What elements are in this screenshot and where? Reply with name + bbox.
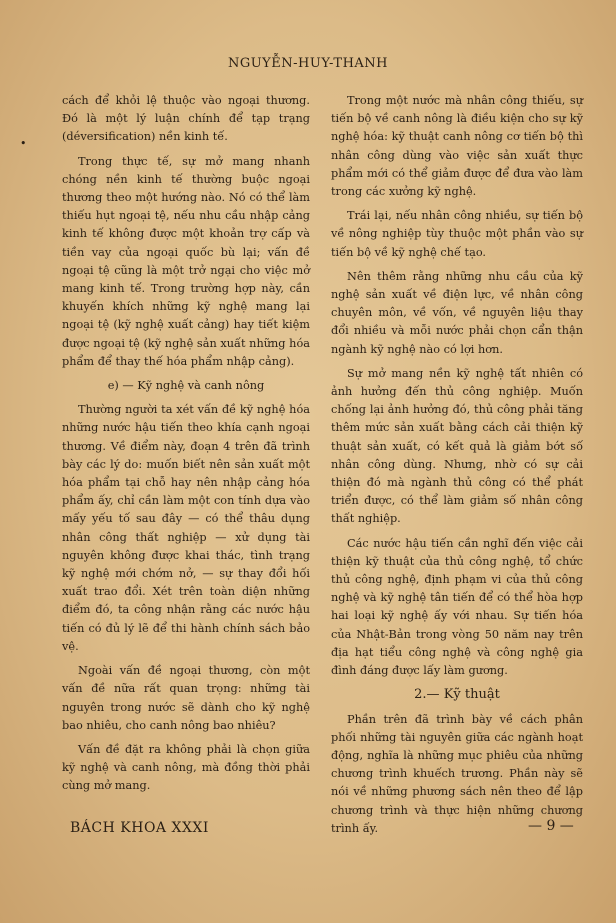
left-column bbox=[62, 92, 310, 802]
margin-mark: • bbox=[20, 137, 27, 150]
paragraph: Vấn đề đặt ra không phải là chọn giữa kỹ nghệ và canh nông, mà đồng thời phải cùng mở mang. bbox=[62, 742, 310, 793]
right-column bbox=[331, 92, 583, 844]
section-subheading: e) — Kỹ nghệ và canh nông bbox=[107, 379, 265, 393]
paragraph: Thường người ta xét vấn đề kỹ nghệ hóa những nước hậu tiến theo khía cạnh ngoại thương. Về điểm này, đoạn 4 trên đã trình bày các lý do: muốn biết nên sản xuất một hóa phẩm tại chỗ hay nên nhập cảng hóa phẩm ấy, chỉ cần làm một con tính dựa vào mấy yếu tố sau đây — có thể thâu dụng nhân công thất nghiệp — xử dụng tài nguyên không được khai thác, tình trạng kỹ nghệ mới chớm nở, — sự thay đổi hối xuất trao đổi. Xét trên toàn diện những điểm đó, ta công nhận rằng các nước hậu tiến có đủ lý lẽ để thi hành chính sách bảo vệ. bbox=[62, 403, 310, 653]
paragraph: Các nước hậu tiến cần nghĩ đến việc cải thiện kỹ thuật của thủ công nghệ, tổ chức thủ công nghệ, định phạm vi của thủ công nghệ và kỹ nghệ tân tiến để có thể hòa hợp hai loại kỹ nghệ ấy với nhau. Sự tiến hóa của Nhật-Bản trong vòng 50 năm nay trên địa hạt tiểu công nghệ và công nghệ gia đình đáng được lấy làm gương. bbox=[331, 536, 583, 678]
paragraph: Ngoài vấn đề ngoại thương, còn một vấn đề nữa rất quan trọng: những tài nguyên trong nước sẽ dành cho kỹ nghệ bao nhiêu, cho canh nông bao nhiêu? bbox=[62, 664, 310, 732]
paragraph: cách để khỏi lệ thuộc vào ngoại thương. Đó là một lý luận chính để tạp trạng (déversification) nền kinh tế. bbox=[62, 94, 310, 144]
section-heading: 2.— Kỹ thuật bbox=[414, 687, 500, 703]
page-number: — 9 — bbox=[528, 818, 574, 834]
running-header: NGUYỄN-HUY-THANH bbox=[227, 56, 389, 71]
paragraph: Trong một nước mà nhân công thiếu, sự tiến bộ về canh nông là điều kiện cho sự kỹ nghệ hóa: kỹ thuật canh nông cơ tiến bộ thì nhân công dùng vào việc sản xuất thực phẩm mới có thể giảm được để đưa vào làm trong các xưởng kỹ nghệ. bbox=[331, 94, 583, 199]
paragraph: Trái lại, nếu nhân công nhiều, sự tiến bộ về nông nghiệp tùy thuộc một phần vào sự tiến bộ về kỹ nghệ chế tạo. bbox=[331, 209, 583, 259]
paragraph: Sự mở mang nền kỹ nghệ tất nhiên có ảnh hưởng đến thủ công nghiệp. Muốn chống lại ảnh hưởng đó, thủ công phải tăng thêm mức sản xuất bằng cách cải thiện kỹ thuật sản xuất, có kết quả là giảm bớt số nhân công dùng. Nhưng, nhờ có sự cải thiện đó mà ngành thủ công có thể phát triển được, có thể làm giảm số nhân công thất nghiệp. bbox=[331, 366, 583, 526]
paragraph: Nên thêm rằng những nhu cầu của kỹ nghệ sản xuất về điện lực, về nhân công chuyên môn, về vốn, về nguyên liệu thay đổi nhiều và mỗi nước phải chọn cẩn thận ngành kỹ nghệ nào có lợi hơn. bbox=[331, 269, 583, 356]
paragraph: Phần trên đã trình bày về cách phân phối những tài nguyên giữa các ngành hoạt động, nghĩa là những mục phiêu của những chương trình khuếch trương. Phần này sẽ nói về những phương sách nên theo để lập chương trình và thực hiện những chương trình ấy. bbox=[331, 712, 583, 835]
magazine-name: BÁCH KHOA XXXI bbox=[70, 820, 209, 836]
paragraph: Trong thực tế, sự mở mang nhanh chóng nền kinh tế thường buộc ngoại thương theo một hướng nào. Nó có thể làm thiếu hụt ngoại tệ, nếu nhu cầu nhập cảng kinh tế không được một khoản trợ cấp và tiền vay của ngoại quốc bù lại; vấn đề ngoại tệ cũng là một trở ngại cho việc mở mang kinh tế. Trong trường hợp này, cần khuyến khích những kỹ nghệ mang lại ngoại tệ (kỹ nghệ xuất cảng) hay tiết kiệm được ngoại tệ (kỹ nghệ sản xuất những hóa phẩm để thay thế hóa phẩm nhập cảng). bbox=[62, 154, 310, 368]
